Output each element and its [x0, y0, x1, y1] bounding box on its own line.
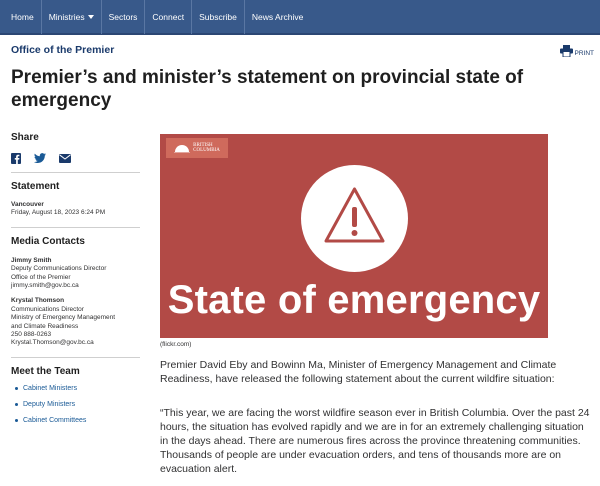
nav-ministries[interactable] [42, 0, 101, 34]
statement-date: Friday, August 18, 2023 6:24 PM [11, 209, 106, 217]
contact-email[interactable]: jimmy.smith@gov.bc.ca [11, 282, 79, 290]
contact-office: Office of the Premier [11, 273, 71, 281]
bullet-icon [15, 387, 18, 390]
spacer [11, 192, 140, 201]
nav-news-archive-label: News Archive [251, 11, 304, 22]
bc-logo [166, 138, 228, 158]
hero-image [160, 134, 548, 338]
team-link-cabinet-committees[interactable] [15, 413, 140, 429]
nav-subscribe[interactable] [192, 0, 244, 34]
contact-phone[interactable]: 250 888-0263 [11, 331, 52, 339]
bullet-icon [15, 419, 18, 422]
bullet-icon [15, 403, 18, 406]
sidebar [11, 132, 140, 429]
contact-office-line-2: and Climate Readiness [11, 322, 79, 330]
contact-email[interactable]: Krystal.Thomson@gov.bc.ca [11, 339, 94, 347]
share-heading: Share [11, 132, 39, 143]
hero-title: State of emergency [167, 278, 541, 322]
nav-home[interactable] [4, 0, 41, 34]
contact-title: Communications Director [11, 305, 84, 313]
body-paragraph: “This year, we are facing the worst wildfire season ever in British Columbia. Over the past 24 hours, the situation has evolved rapidly and we are in for an extremely challenging situation in the days ahead. There are numerous fires across the province threatening communities. Thousands of people are under evacuation orders, and tens of thousands more are on evacuation alert. [160, 407, 590, 475]
image-caption: (flickr.com) [160, 341, 192, 348]
statement-heading: Statement [11, 181, 60, 192]
ministry-link[interactable]: Office of the Premier [11, 44, 115, 56]
nav-news-archive[interactable] [245, 0, 311, 34]
sun-logo-icon [174, 144, 190, 153]
top-navigation [0, 0, 600, 35]
divider [11, 172, 140, 173]
nav-home-label: Home [11, 11, 34, 22]
warning-circle [301, 165, 408, 272]
contact-card [11, 297, 140, 347]
divider [11, 357, 140, 358]
facebook-icon[interactable] [11, 153, 21, 164]
body-paragraph: Premier David Eby and Bowinn Ma, Minister of Emergency Management and Climate Readiness, have released the following statement about the current wildfire situation: [160, 359, 557, 385]
team-heading: Meet the Team [11, 365, 80, 377]
warning-triangle-icon [301, 165, 408, 272]
print-button[interactable] [560, 45, 595, 57]
team-link-deputy-ministers[interactable] [15, 397, 140, 413]
team-link-label: Deputy Ministers [23, 401, 76, 409]
twitter-icon[interactable] [34, 153, 46, 163]
nav-sectors[interactable] [102, 0, 145, 34]
contact-office: Ministry of Emergency Management [11, 314, 116, 322]
page-title: Premier’s and minister’s statement on provincial state of emergency [11, 67, 524, 111]
share-icons [11, 152, 140, 164]
print-label: PRINT [574, 50, 594, 57]
printer-icon [560, 45, 573, 57]
chevron-down-icon [88, 15, 94, 19]
team-link-cabinet-ministers[interactable] [15, 381, 140, 397]
logo-line-1: BRITISH [193, 142, 213, 148]
nav-sectors-label: Sectors [108, 11, 138, 22]
nav-ministries-label: Ministries [48, 11, 85, 22]
contact-name: Jimmy Smith [11, 256, 52, 264]
contact-name: Krystal Thomson [11, 297, 65, 305]
logo-line-2: COLUMBIA [193, 148, 220, 153]
nav-connect[interactable] [145, 0, 191, 34]
contact-title: Deputy Communications Director [11, 265, 107, 273]
team-link-label: Cabinet Committees [23, 417, 87, 425]
email-icon[interactable] [59, 154, 71, 163]
team-link-label: Cabinet Ministers [23, 385, 78, 393]
nav-connect-label: Connect [152, 11, 185, 22]
divider [11, 227, 140, 228]
contact-card [11, 257, 140, 291]
statement-location: Vancouver [11, 201, 44, 208]
media-contacts-heading: Media Contacts [11, 235, 85, 247]
nav-subscribe-label: Subscribe [199, 11, 237, 22]
